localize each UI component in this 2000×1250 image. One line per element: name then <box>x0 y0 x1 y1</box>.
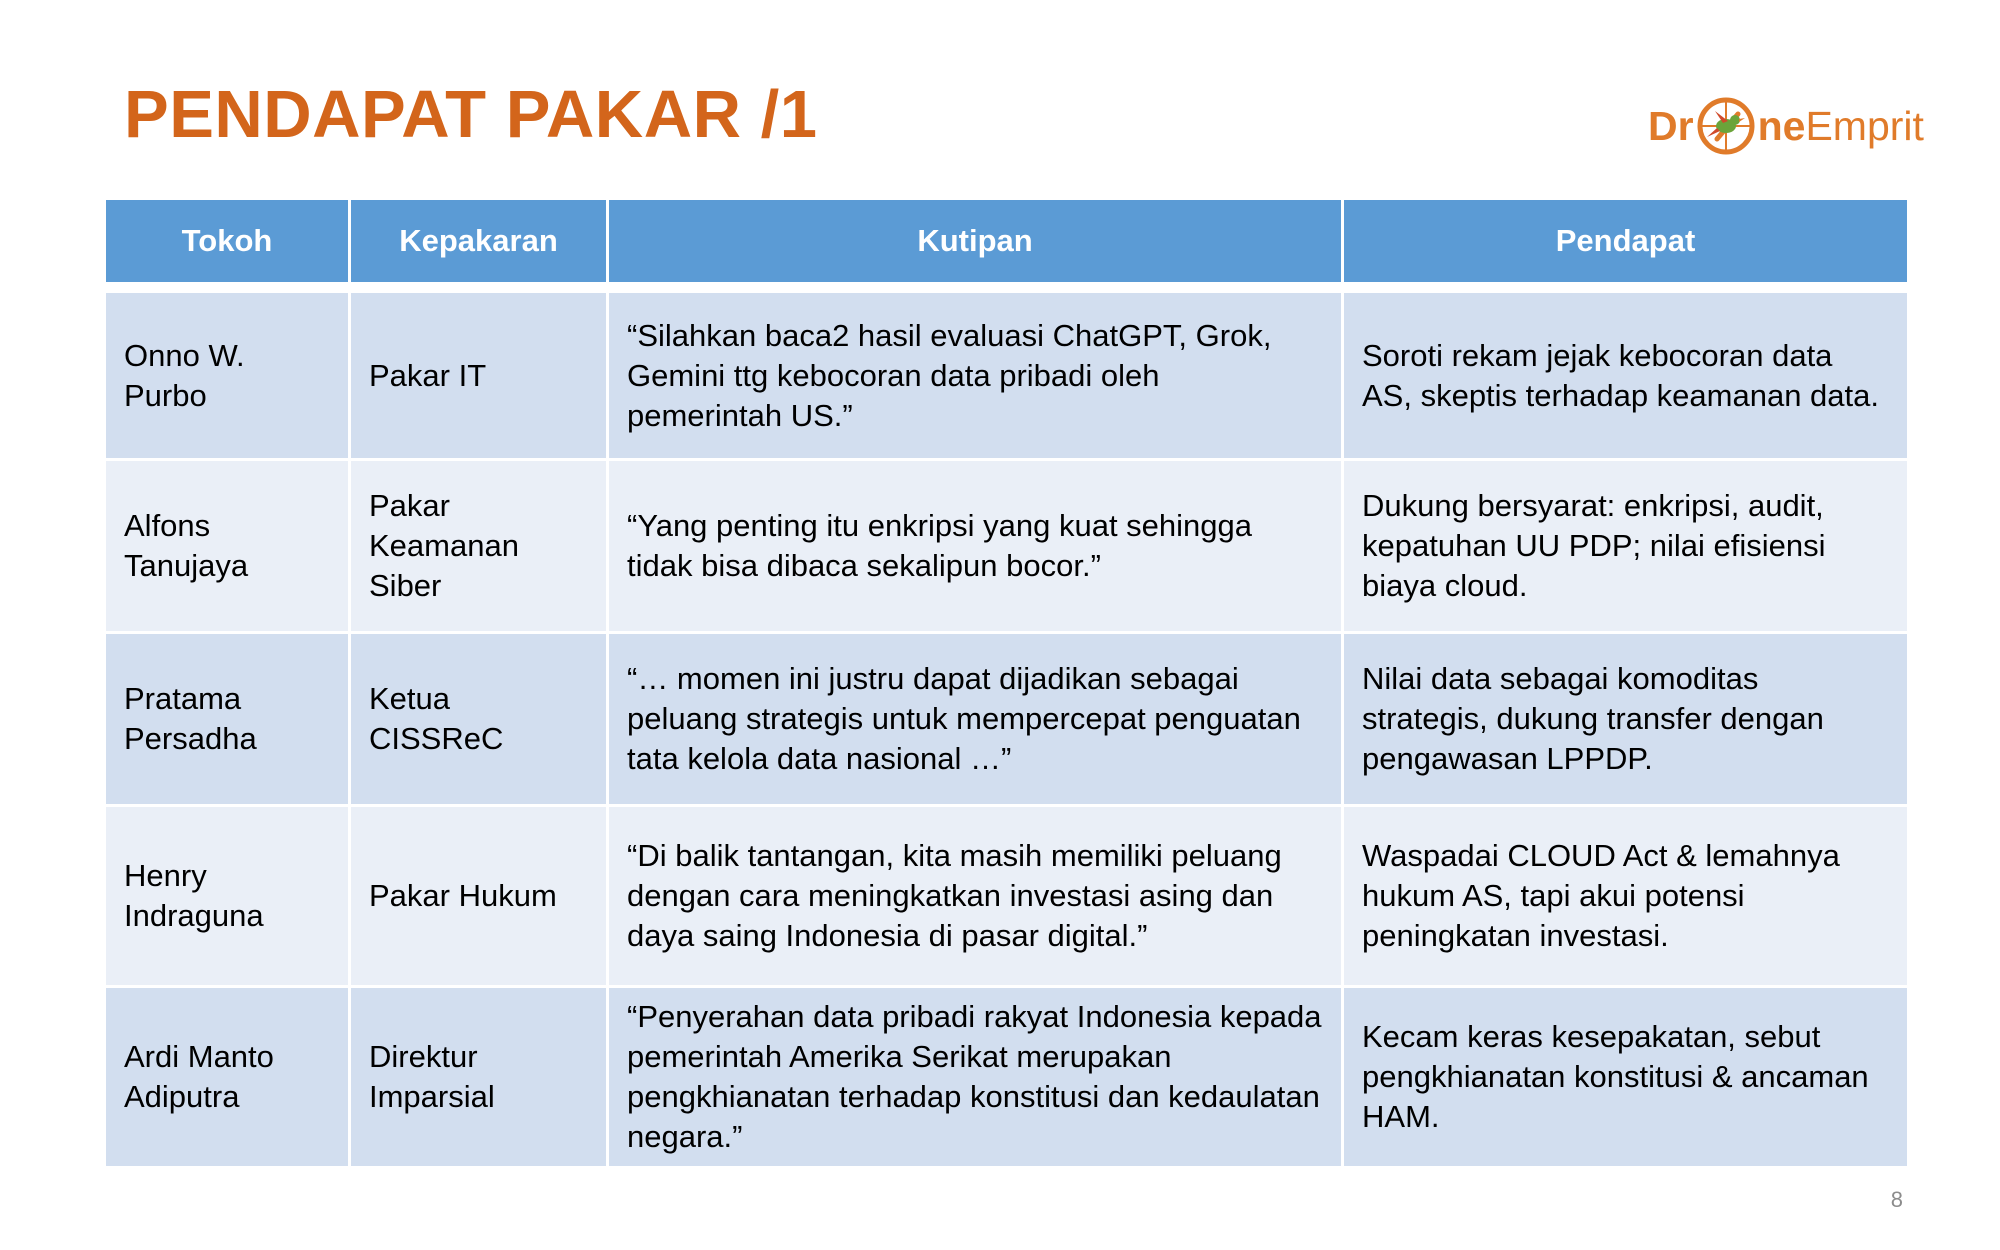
table-header-row <box>105 199 1909 284</box>
drone-emprit-logo <box>1648 84 1938 168</box>
cell-pendapat: Soroti rekam jejak kebocoran data AS, skeptis terhadap keamanan data. <box>1343 292 1909 460</box>
header-pendapat: Pendapat <box>1343 199 1909 284</box>
cell-kepakaran: Pakar IT <box>350 292 608 460</box>
table-row <box>105 633 1909 806</box>
cell-pendapat: Dukung bersyarat: enkripsi, audit, kepatuhan UU PDP; nilai efisiensi biaya cloud. <box>1343 460 1909 633</box>
cell-kepakaran: Direktur Imparsial <box>350 987 608 1168</box>
table-row <box>105 806 1909 987</box>
slide-title: PENDAPAT PAKAR /1 <box>124 77 818 152</box>
cell-kutipan: “Di balik tantangan, kita masih memiliki peluang dengan cara meningkatkan investasi asing dan daya saing Indonesia di pasar digital.” <box>608 806 1343 987</box>
cell-tokoh: Alfons Tanujaya <box>105 460 350 633</box>
table-row <box>105 292 1909 460</box>
table-row <box>105 987 1909 1168</box>
expert-opinion-table <box>103 197 1910 1169</box>
cell-tokoh: Ardi Manto Adiputra <box>105 987 350 1168</box>
cell-pendapat: Waspadai CLOUD Act & lemahnya hukum AS, tapi akui potensi peningkatan investasi. <box>1343 806 1909 987</box>
header-kepakaran: Kepakaran <box>350 199 608 284</box>
cell-tokoh: Onno W. Purbo <box>105 292 350 460</box>
header-kutipan: Kutipan <box>608 199 1343 284</box>
header-tokoh: Tokoh <box>105 199 350 284</box>
cell-pendapat: Nilai data sebagai komoditas strategis, dukung transfer dengan pengawasan LPPDP. <box>1343 633 1909 806</box>
logo-text-emprit: Emprit <box>1805 102 1924 149</box>
cell-kutipan: “… momen ini justru dapat dijadikan sebagai peluang strategis untuk mempercepat penguatan tata kelola data nasional …” <box>608 633 1343 806</box>
cell-tokoh: Pratama Persadha <box>105 633 350 806</box>
cell-pendapat: Kecam keras kesepakatan, sebut pengkhianatan konstitusi & ancaman HAM. <box>1343 987 1909 1168</box>
cell-kepakaran: Pakar Hukum <box>350 806 608 987</box>
cell-kutipan: “Yang penting itu enkripsi yang kuat sehingga tidak bisa dibaca sekalipun bocor.” <box>608 460 1343 633</box>
cell-kutipan: “Silahkan baca2 hasil evaluasi ChatGPT, Grok, Gemini ttg kebocoran data pribadi oleh pemerintah US.” <box>608 292 1343 460</box>
logo-text-dr: Dr <box>1648 102 1694 149</box>
cell-tokoh: Henry Indraguna <box>105 806 350 987</box>
bird-drone-icon <box>1695 95 1757 157</box>
cell-kepakaran: Ketua CISSReC <box>350 633 608 806</box>
logo-text-ne: ne <box>1757 102 1806 149</box>
page-number: 8 <box>1890 1187 1903 1212</box>
cell-kutipan: “Penyerahan data pribadi rakyat Indonesia kepada pemerintah Amerika Serikat merupakan pengkhianatan terhadap konstitusi dan kedaulatan negara.” <box>608 987 1343 1168</box>
cell-kepakaran: Pakar Keamanan Siber <box>350 460 608 633</box>
table-row <box>105 460 1909 633</box>
